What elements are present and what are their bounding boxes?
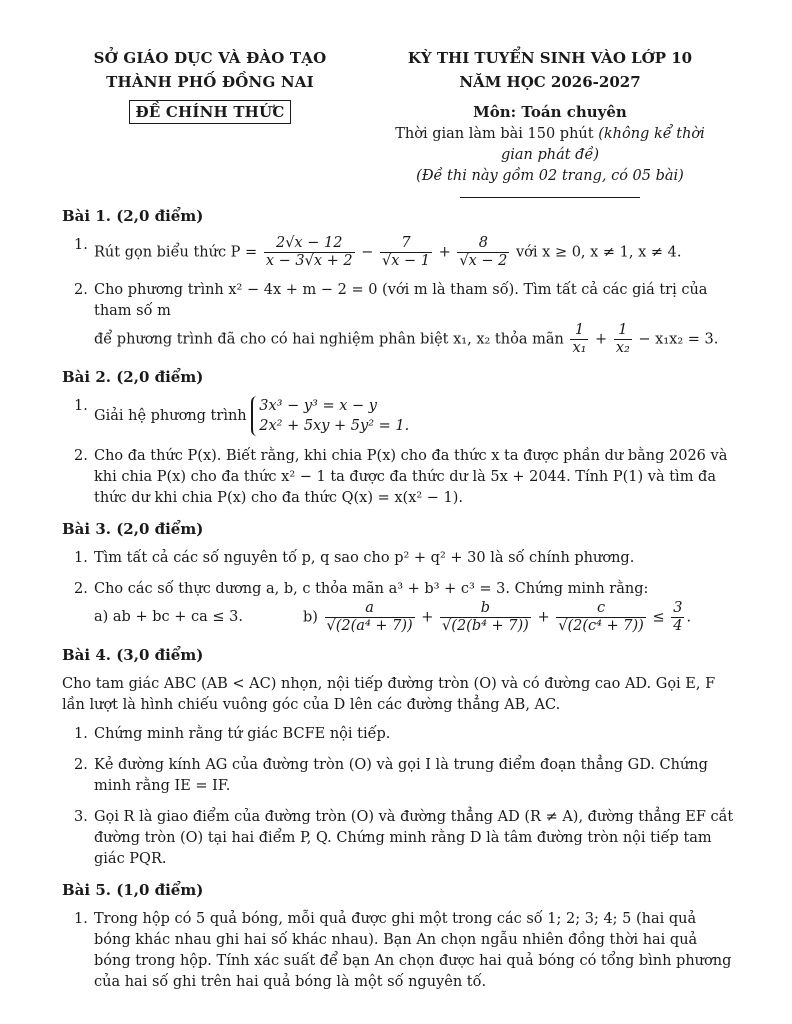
fraction-2 [380, 235, 432, 270]
problem-2-title: Bài 2. (2,0 điểm) [62, 368, 204, 386]
item-number: 2. [74, 757, 88, 773]
official-exam-label: ĐỀ CHÍNH THỨC [129, 100, 292, 124]
problem-3-title: Bài 3. (2,0 điểm) [62, 520, 204, 538]
q2-line2-prefix: để phương trình đã cho có hai nghiệm phân biệt x₁, x₂ thỏa mãn [94, 331, 564, 348]
problem-4-title: Bài 4. (3,0 điểm) [62, 646, 204, 664]
frac-num: 2√x − 12 [264, 235, 355, 253]
q2-parts [94, 600, 734, 635]
problem-3-q1 [62, 548, 734, 569]
item-number: 2. [74, 448, 88, 464]
fraction-h2 [440, 600, 531, 635]
frac-num: c [556, 600, 646, 618]
operator: − [361, 244, 374, 261]
frac-den: √(2(b⁴ + 7)) [442, 618, 529, 634]
problem-4-q2 [62, 755, 734, 797]
frac-den: x₁ [572, 340, 587, 356]
header-right [380, 46, 720, 198]
fraction-rhs [671, 600, 684, 635]
q2-line1: Cho phương trình x² − 4x + m − 2 = 0 (với m là tham số). Tìm tất cả các giá trị của tham số m [94, 282, 708, 319]
exam-title: KỲ THI TUYỂN SINH VÀO LỚP 10 [407, 49, 693, 67]
problem-4-q3 [62, 807, 734, 870]
frac-num: a [325, 600, 415, 618]
time-note [380, 124, 720, 166]
operator: + [595, 331, 608, 348]
header-left [80, 46, 340, 124]
problem-3-q2 [62, 579, 734, 635]
item-number: 2. [74, 581, 88, 597]
problem-5-title: Bài 5. (1,0 điểm) [62, 881, 204, 899]
problem-2-q2 [62, 446, 734, 509]
equation-system [251, 396, 409, 436]
frac-den: √(2(a⁴ + 7)) [326, 618, 413, 634]
fraction-1 [264, 235, 355, 270]
problem-2-q1 [62, 396, 734, 436]
part-b [303, 600, 691, 635]
problem-1-title: Bài 1. (2,0 điểm) [62, 207, 204, 225]
fraction-g2 [614, 322, 632, 357]
frac-num: 3 [673, 600, 683, 616]
exam-content [62, 206, 734, 1003]
q2-text: Cho đa thức P(x). Biết rằng, khi chia P(x) cho đa thức x ta được phần dư bằng 2026 và khi chia P(x) cho đa thức x² − 1 ta được đa thức dư là 5x + 2044. Tính P(1) và tìm đa thức dư khi chia P(x) cho đa thức Q(x) = x(x² − 1). [94, 448, 728, 506]
fraction-h3 [556, 600, 646, 635]
q1-prefix: Rút gọn biểu thức P = [94, 244, 258, 261]
time-prefix: Thời gian làm bài 150 phút [395, 126, 599, 142]
q1-text: Tìm tất cả các số nguyên tố p, q sao cho p² + q² + 30 là số chính phương. [94, 550, 635, 566]
frac-num: 1 [614, 322, 632, 340]
frac-num: 1 [570, 322, 588, 340]
item-number: 2. [74, 282, 88, 298]
header-divider [460, 197, 640, 198]
item-number: 1. [74, 398, 88, 414]
problem-4-q1 [62, 724, 734, 745]
part-b-label: b) [302, 609, 318, 626]
q2-line2-suffix: − x₁x₂ = 3. [638, 331, 719, 348]
equation-2: 2x² + 5xy + 5y² = 1. [259, 418, 410, 434]
operator: + [438, 244, 451, 261]
operator: + [421, 609, 434, 626]
q2-text: Cho các số thực dương a, b, c thỏa mãn a³ + b³ + c³ = 3. Chứng minh rằng: [94, 581, 649, 597]
fraction-g1 [570, 322, 588, 357]
time-note-italic: (không kể thời gian phát đề) [500, 126, 705, 163]
fraction-h1 [325, 600, 415, 635]
q1-text: Chứng minh rằng tứ giác BCFE nội tiếp. [94, 726, 391, 742]
frac-den: √x − 1 [381, 253, 430, 269]
relation: ≤ [652, 609, 665, 626]
q1-suffix: với x ≥ 0, x ≠ 1, x ≠ 4. [515, 244, 682, 261]
item-number: 1. [74, 726, 88, 742]
subject: Môn: Toán chuyên [473, 103, 627, 121]
q3-text: Gọi R là giao điểm của đường tròn (O) và đường thẳng AD (R ≠ A), đường thẳng EF cắt đường tròn (O) tại hai điểm P, Q. Chứng minh rằng D là tâm đường tròn nội tiếp tam giác PQR. [94, 809, 734, 867]
department-name: SỞ GIÁO DỤC VÀ ĐÀO TẠO [93, 49, 327, 67]
item-number: 1. [74, 237, 88, 253]
part-a: a) ab + bc + ca ≤ 3. [94, 609, 243, 625]
problem-1-q2 [62, 280, 734, 357]
frac-den: √x − 2 [459, 253, 508, 269]
frac-den: √(2(c⁴ + 7)) [558, 618, 644, 634]
frac-den: 4 [673, 618, 683, 634]
q1-prefix: Giải hệ phương trình [94, 408, 247, 424]
item-number: 1. [74, 550, 88, 566]
item-number: 3. [74, 809, 88, 825]
q1-text: Trong hộp có 5 quả bóng, mỗi quả được ghi một trong các số 1; 2; 3; 4; 5 (hai quả bóng khác nhau ghi hai số khác nhau). Bạn An chọn ngẫu nhiên đồng thời hai quả bóng trong hộp. Tính xác suất để bạn An chọn được hai quả bóng có tổng bình phương của hai số ghi trên hai quả bóng là một số nguyên tố. [94, 911, 732, 990]
q2-line2 [94, 322, 734, 357]
period: . [686, 609, 692, 626]
item-number: 1. [74, 911, 88, 927]
operator: + [537, 609, 550, 626]
frac-den: x − 3√x + 2 [265, 253, 353, 269]
pages-note: (Đề thi này gồm 02 trang, có 05 bài) [416, 168, 684, 184]
problem-4-intro: Cho tam giác ABC (AB < AC) nhọn, nội tiếp đường tròn (O) và có đường cao AD. Gọi E, F lần lượt là hình chiếu vuông góc của D lên các đường thẳng AB, AC. [62, 676, 716, 713]
q2-text: Kẻ đường kính AG của đường tròn (O) và gọi I là trung điểm đoạn thẳng GD. Chứng minh rằng IE = IF. [94, 757, 708, 794]
frac-num: b [440, 600, 531, 618]
school-year: NĂM HỌC 2026-2027 [459, 73, 641, 91]
fraction-3 [457, 235, 509, 270]
problem-1-q1 [62, 235, 734, 270]
city-name: THÀNH PHỐ ĐỒNG NAI [106, 73, 314, 91]
frac-num: 8 [457, 235, 509, 253]
equation-1: 3x³ − y³ = x − y [259, 398, 377, 414]
frac-den: x₂ [615, 340, 630, 356]
problem-5-q1 [62, 909, 734, 993]
frac-num: 7 [380, 235, 432, 253]
